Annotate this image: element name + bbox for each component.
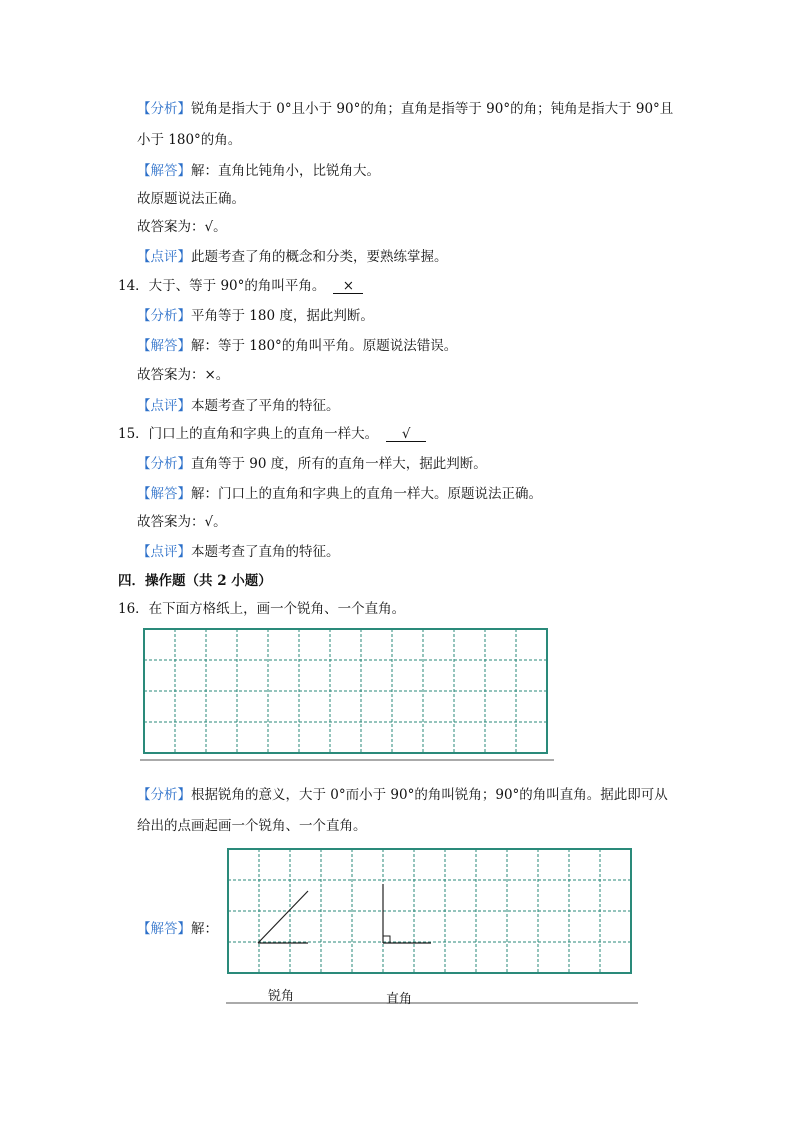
analysis-tag: 【分析】 xyxy=(137,787,191,803)
q14-final-answer: 故答案为：×。 xyxy=(137,367,230,383)
q13-conclusion: 故原题说法正确。 xyxy=(137,191,245,207)
q13-answer xyxy=(137,162,380,180)
section-heading: 四．操作题（共 2 小题） xyxy=(118,573,272,589)
q15-stem-line xyxy=(118,425,426,443)
analysis-text: 锐角是指大于 0°且小于 90°的角；直角是指等于 90°的角；钝角是指大于 90°且 xyxy=(191,101,674,117)
blank-grid xyxy=(144,629,547,753)
question-stem: 14．大于、等于 90°的角叫平角。 xyxy=(118,278,326,294)
q13-analysis-line2: 小于 180°的角。 xyxy=(137,132,242,148)
answer-blank: √ xyxy=(386,427,426,442)
q15-answer xyxy=(137,485,542,503)
answer-tag: 【解答】 xyxy=(137,921,191,937)
q15-comment xyxy=(137,543,340,561)
analysis-tag: 【分析】 xyxy=(137,101,191,117)
q16-analysis-line1 xyxy=(137,786,668,804)
answer-tag: 【解答】 xyxy=(137,338,191,354)
analysis-text: 平角等于 180 度，据此判断。 xyxy=(191,308,374,324)
q16-analysis-line2: 给出的点画起画一个锐角、一个直角。 xyxy=(137,818,367,834)
label-acute-angle: 锐角 xyxy=(268,989,295,1004)
q14-stem-line xyxy=(118,277,363,295)
q13-analysis-line1 xyxy=(137,100,673,118)
q16-stem: 16．在下面方格纸上，画一个锐角、一个直角。 xyxy=(118,601,406,617)
answer-text: 解：等于 180°的角叫平角。原题说法错误。 xyxy=(191,338,458,354)
answer-grid-paper xyxy=(226,846,640,1006)
answer-text: 解：门口上的直角和字典上的直角一样大。原题说法正确。 xyxy=(191,486,542,502)
answer-text: 解： xyxy=(191,921,218,937)
q13-comment xyxy=(137,248,448,266)
comment-text: 本题考查了平角的特征。 xyxy=(191,398,340,414)
answer-blank: × xyxy=(333,279,363,294)
q14-comment xyxy=(137,397,340,415)
q16-answer xyxy=(137,920,218,938)
comment-tag: 【点评】 xyxy=(137,398,191,414)
analysis-tag: 【分析】 xyxy=(137,308,191,324)
analysis-text: 直角等于 90 度，所有的直角一样大，据此判断。 xyxy=(191,456,487,472)
answer-tag: 【解答】 xyxy=(137,163,191,179)
comment-tag: 【点评】 xyxy=(137,544,191,560)
q15-final-answer: 故答案为：√。 xyxy=(137,514,227,530)
q14-answer xyxy=(137,337,457,355)
answer-tag: 【解答】 xyxy=(137,486,191,502)
question-stem: 15．门口上的直角和字典上的直角一样大。 xyxy=(118,426,379,442)
analysis-tag: 【分析】 xyxy=(137,456,191,472)
comment-text: 本题考查了直角的特征。 xyxy=(191,544,340,560)
q14-analysis xyxy=(137,307,374,325)
q13-final-answer: 故答案为：√。 xyxy=(137,219,227,235)
acute-angle-ray-slanted xyxy=(258,891,308,943)
analysis-text: 根据锐角的意义，大于 0°而小于 90°的角叫锐角；90°的角叫直角。据此即可从 xyxy=(191,787,668,803)
comment-tag: 【点评】 xyxy=(137,249,191,265)
label-right-angle: 直角 xyxy=(386,992,413,1007)
q15-analysis xyxy=(137,455,487,473)
answer-text: 解：直角比钝角小，比锐角大。 xyxy=(191,163,380,179)
comment-text: 此题考查了角的概念和分类，要熟练掌握。 xyxy=(191,249,448,265)
blank-grid-paper xyxy=(140,626,554,762)
